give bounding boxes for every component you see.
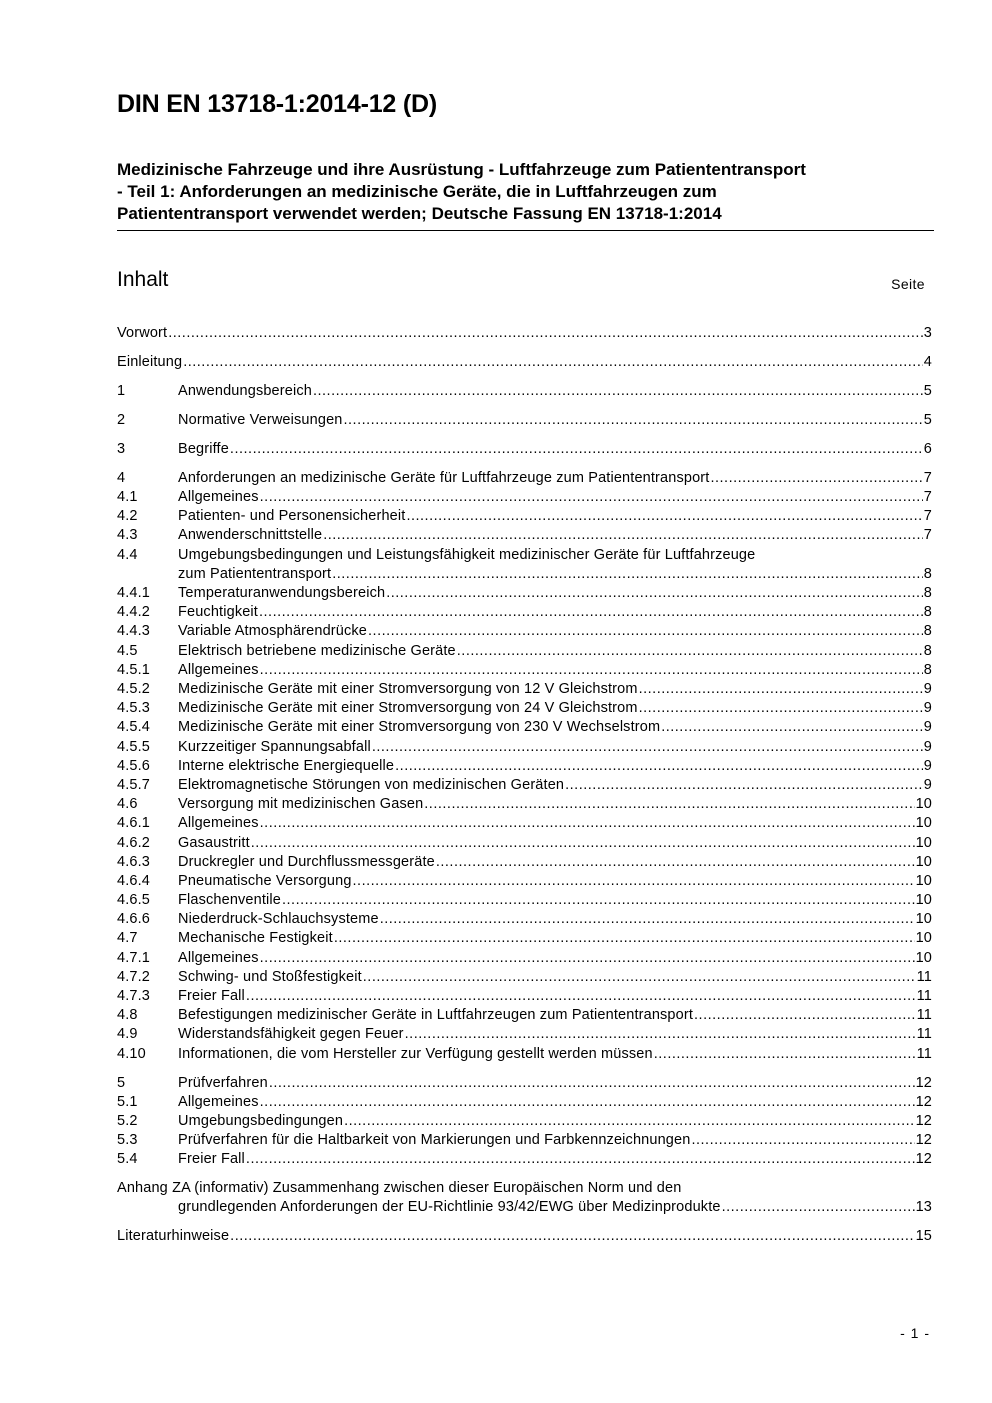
toc-entry-page: 10 (915, 834, 932, 851)
toc-entry[interactable] (117, 1112, 932, 1131)
toc-entry-title: Niederdruck-Schlauchsysteme (178, 911, 379, 928)
toc-entry-number: 4.4.3 (117, 623, 150, 640)
toc-entry-title: Elektrisch betriebene medizinische Geräte (178, 642, 456, 659)
toc-entry[interactable] (117, 622, 932, 641)
toc-entry-title: Anforderungen an medizinische Geräte für Luftfahrzeuge zum Patiententransport (178, 469, 710, 486)
toc-entry[interactable] (117, 929, 932, 948)
toc-entry-title: Temperaturanwendungsbereich (178, 585, 386, 602)
toc-entry-page: 7 (923, 508, 932, 525)
toc-entry-page: 9 (923, 738, 932, 755)
dot-leader (368, 622, 923, 641)
toc-entry-number: 5 (117, 1074, 126, 1091)
toc-entry-number: 4.6.2 (117, 834, 150, 851)
toc-entry-number: 4.4.2 (117, 604, 150, 621)
toc-entry-number: 4.5.1 (117, 661, 150, 678)
toc-entry-number: 4.5.3 (117, 700, 150, 717)
toc-entry-title: Anwendungsbereich (178, 382, 312, 399)
dot-leader (260, 949, 915, 968)
toc-entry-title: Anwenderschnittstelle (178, 527, 323, 544)
toc-entry-title: Versorgung mit medizinischen Gasen (178, 796, 424, 813)
toc-entry-title: Elektromagnetische Störungen von medizinischen Geräten (178, 776, 565, 793)
toc-entry[interactable] (117, 546, 932, 584)
dot-leader (386, 584, 923, 603)
toc-entry-number: 4.9 (117, 1026, 138, 1043)
dot-leader (639, 680, 923, 699)
toc-entry-number: 4.1 (117, 489, 138, 506)
toc-entry-number: 3 (117, 440, 126, 457)
dot-leader (353, 872, 915, 891)
toc-entry-page: 11 (916, 1026, 932, 1043)
toc-entry-page: 8 (923, 585, 932, 602)
toc-entry-title: Schwing- und Stoßfestigkeit (178, 968, 362, 985)
dot-leader (436, 853, 915, 872)
dot-leader (457, 642, 923, 661)
toc-entry-page: 11 (916, 988, 932, 1004)
toc-entry[interactable] (117, 1179, 932, 1217)
toc-entry-page: 10 (915, 872, 932, 889)
toc-entry-title: Befestigungen medizinischer Geräte in Luftfahrzeugen zum Patiententransport (178, 1007, 694, 1024)
toc-entry[interactable] (117, 795, 932, 814)
toc-entry-number: 4.6.3 (117, 853, 150, 870)
dot-leader (710, 469, 922, 488)
toc-entry[interactable] (117, 382, 932, 401)
toc-entry-title: Druckregler und Durchflussmessgeräte (178, 853, 435, 870)
toc-entry-title: Pneumatische Versorgung (178, 872, 352, 889)
toc-entry-page: 8 (923, 565, 932, 582)
toc-entry-title: Prüfverfahren (178, 1074, 268, 1091)
dot-leader (334, 929, 915, 948)
toc-entry[interactable] (117, 526, 932, 545)
toc-entry-number: 4.5.6 (117, 757, 150, 774)
dot-leader (246, 987, 916, 1006)
toc-entry-page: 10 (915, 892, 932, 909)
toc-entry-title: Allgemeines (178, 815, 259, 832)
dot-leader (722, 1198, 915, 1217)
toc-entry-page: 15 (915, 1228, 932, 1245)
toc-entry-page: 11 (916, 968, 932, 985)
toc-entry[interactable] (117, 324, 932, 343)
subtitle-line: - Teil 1: Anforderungen an medizinische Geräte, die in Luftfahrzeugen zum (117, 182, 717, 201)
dot-leader (323, 526, 923, 545)
toc-entry-title: Allgemeines (178, 661, 259, 678)
toc-entry-page: 10 (915, 911, 932, 928)
dot-leader (661, 718, 923, 737)
toc-entry-page: 10 (915, 796, 932, 813)
toc-entry-title: Prüfverfahren für die Haltbarkeit von Markierungen und Farbkennzeichnungen (178, 1132, 691, 1149)
toc-entry[interactable] (117, 411, 932, 430)
dot-leader (405, 1025, 916, 1044)
toc-entry-title: Vorwort (117, 325, 168, 341)
toc-entry-title: Kurzzeitiger Spannungsabfall (178, 738, 371, 755)
toc-entry-title: Flaschenventile (178, 892, 281, 909)
toc-heading: Inhalt (117, 268, 169, 291)
toc-entry-number: 4.5.5 (117, 738, 150, 755)
toc-entry-title: Einleitung (117, 353, 183, 370)
toc-entry-number: 2 (117, 411, 126, 428)
table-of-contents (117, 324, 932, 1247)
toc-entry-title: Widerstandsfähigkeit gegen Feuer (178, 1026, 404, 1043)
toc-entry-number: 4.10 (117, 1045, 146, 1062)
dot-leader (260, 814, 915, 833)
dot-leader (372, 738, 923, 757)
dot-leader (332, 565, 923, 584)
toc-entry-number: 4 (117, 469, 126, 486)
document-title: DIN EN 13718-1:2014-12 (D) (117, 90, 437, 118)
toc-entry-number: 4.6.4 (117, 872, 150, 889)
toc-entry[interactable] (117, 1131, 932, 1150)
toc-entry-page: 5 (923, 382, 932, 399)
toc-entry-title: Mechanische Festigkeit (178, 930, 333, 947)
toc-entry-page: 4 (923, 353, 932, 370)
toc-entry-number: 4.5 (117, 642, 138, 659)
toc-entry-page: 10 (915, 930, 932, 947)
toc-entry-number: 4.4.1 (117, 585, 150, 602)
toc-entry-title: Gasaustritt (178, 834, 250, 851)
toc-entry[interactable] (117, 584, 932, 603)
toc-entry[interactable] (117, 738, 932, 757)
toc-entry[interactable] (117, 1150, 932, 1169)
toc-entry-page: 8 (923, 642, 932, 659)
toc-entry-title: Feuchtigkeit (178, 604, 258, 621)
toc-entry[interactable] (117, 968, 932, 987)
dot-leader (380, 910, 915, 929)
toc-entry[interactable] (117, 488, 932, 507)
toc-entry-page: 12 (915, 1132, 932, 1149)
dot-leader (424, 795, 914, 814)
toc-entry[interactable] (117, 891, 932, 910)
toc-entry[interactable] (117, 603, 932, 622)
toc-entry[interactable] (117, 776, 932, 795)
toc-entry-page: 10 (915, 949, 932, 966)
toc-entry[interactable] (117, 440, 932, 459)
toc-entry-number: 4.5.2 (117, 681, 150, 697)
toc-entry-title: Freier Fall (178, 988, 245, 1004)
dot-leader (639, 699, 923, 718)
toc-entry-page: 10 (915, 815, 932, 832)
toc-entry-title: Literaturhinweise (117, 1228, 230, 1245)
toc-entry[interactable] (117, 853, 932, 872)
toc-entry-page: 7 (923, 527, 932, 544)
dot-leader (260, 1093, 915, 1112)
toc-entry-number: 4.4 (117, 546, 138, 563)
toc-entry-page: 9 (923, 681, 932, 697)
dot-leader (654, 1045, 916, 1064)
toc-entry-page: 9 (923, 757, 932, 774)
toc-entry-title: Allgemeines (178, 949, 259, 966)
toc-entry-title: Patienten- und Personensicherheit (178, 508, 406, 525)
dot-leader (246, 1150, 915, 1169)
toc-entry[interactable] (117, 1045, 932, 1064)
toc-entry-number: 4.6.1 (117, 815, 150, 832)
toc-entry-page: 6 (923, 440, 932, 457)
toc-entry[interactable] (117, 987, 932, 1006)
toc-entry[interactable] (117, 834, 932, 853)
toc-entry[interactable] (117, 661, 932, 680)
toc-entry[interactable] (117, 699, 932, 718)
toc-entry-number: 4.8 (117, 1007, 138, 1024)
toc-entry-page: 8 (923, 604, 932, 621)
toc-entry-page: 12 (915, 1093, 932, 1110)
toc-entry-number: 5.4 (117, 1151, 138, 1168)
toc-entry[interactable] (117, 814, 932, 833)
toc-entry-page: 9 (923, 700, 932, 717)
toc-entry-number: 1 (117, 382, 126, 399)
toc-entry-page: 13 (915, 1199, 932, 1216)
toc-entry[interactable] (117, 872, 932, 891)
toc-entry[interactable] (117, 1227, 932, 1246)
toc-entry-page: 8 (923, 661, 932, 678)
toc-entry[interactable] (117, 642, 932, 661)
toc-entry-title: Allgemeines (178, 489, 259, 506)
toc-entry-number: 4.6.6 (117, 911, 150, 928)
toc-entry-title: Medizinische Geräte mit einer Stromversorgung von 12 V Gleichstrom (178, 681, 638, 697)
subtitle-line: Patiententransport verwendet werden; Deutsche Fassung EN 13718-1:2014 (117, 204, 722, 223)
dot-leader (406, 507, 922, 526)
dot-leader (230, 440, 923, 459)
toc-entry-number: 5.1 (117, 1093, 138, 1110)
toc-entry-page: 7 (923, 469, 932, 486)
toc-entry-page: 12 (915, 1112, 932, 1129)
toc-entry[interactable] (117, 469, 932, 488)
toc-entry-number: 4.7.1 (117, 949, 150, 966)
toc-entry-title: Allgemeines (178, 1093, 259, 1110)
toc-entry-title: Normative Verweisungen (178, 411, 343, 428)
toc-entry-page: 8 (923, 623, 932, 640)
subtitle-line: Medizinische Fahrzeuge und ihre Ausrüstung - Luftfahrzeuge zum Patiententransport (117, 160, 806, 179)
toc-entry[interactable] (117, 353, 932, 372)
toc-entry-page: 12 (915, 1074, 932, 1091)
toc-entry-number: 4.7 (117, 930, 138, 947)
dot-leader (282, 891, 915, 910)
toc-entry-number: 4.7.3 (117, 988, 150, 1004)
toc-entry-number: 4.6 (117, 796, 138, 813)
toc-entry-number: 5.3 (117, 1132, 138, 1149)
toc-entry[interactable] (117, 507, 932, 526)
toc-entry-number: 4.5.4 (117, 719, 150, 736)
toc-entry-number: 4.6.5 (117, 892, 150, 909)
toc-entry-page: 9 (923, 776, 932, 793)
dot-leader (363, 968, 916, 987)
toc-entry-number: 4.3 (117, 527, 138, 544)
toc-entry-title: Umgebungsbedingungen und Leistungsfähigkeit medizinischer Geräte für Luftfahrzeuge (178, 546, 756, 563)
document-subtitle (117, 159, 934, 231)
toc-entry-number: 5.2 (117, 1112, 138, 1129)
toc-entry[interactable] (117, 718, 932, 737)
dot-leader (694, 1006, 916, 1025)
toc-entry-title: Umgebungsbedingungen (178, 1112, 344, 1129)
toc-entry-page: 3 (923, 325, 932, 341)
toc-entry-title: Medizinische Geräte mit einer Stromversorgung von 24 V Gleichstrom (178, 700, 638, 717)
toc-entry[interactable] (117, 1006, 932, 1025)
toc-entry-page: 5 (923, 411, 932, 428)
toc-entry[interactable] (117, 1074, 932, 1093)
dot-leader (183, 353, 923, 372)
toc-entry-title: grundlegenden Anforderungen der EU-Richtlinie 93/42/EWG über Medizinprodukte (178, 1199, 721, 1216)
toc-entry-title: Medizinische Geräte mit einer Stromversorgung von 230 V Wechselstrom (178, 719, 661, 736)
dot-leader (344, 411, 923, 430)
dot-leader (344, 1112, 915, 1131)
toc-entry-page: 10 (915, 853, 932, 870)
dot-leader (395, 757, 923, 776)
toc-entry-page: 11 (916, 1045, 932, 1062)
toc-page-label: Seite (891, 276, 925, 292)
dot-leader (168, 324, 923, 343)
toc-entry-page: 11 (916, 1007, 932, 1024)
page-number: - 1 - (900, 1325, 930, 1341)
toc-entry-title: Interne elektrische Energiequelle (178, 757, 395, 774)
toc-entry[interactable] (117, 1025, 932, 1044)
toc-entry-number: 4.2 (117, 508, 138, 525)
dot-leader (259, 603, 923, 622)
dot-leader (565, 776, 923, 795)
toc-entry-page: 7 (923, 489, 932, 506)
dot-leader (230, 1227, 914, 1246)
dot-leader (691, 1131, 914, 1150)
dot-leader (313, 382, 923, 401)
toc-entry-number: 4.7.2 (117, 968, 150, 985)
dot-leader (269, 1074, 915, 1093)
toc-entry-title: Informationen, die vom Hersteller zur Verfügung gestellt werden müssen (178, 1045, 653, 1062)
toc-entry[interactable] (117, 757, 932, 776)
dot-leader (251, 834, 915, 853)
toc-entry-page: 12 (915, 1151, 932, 1168)
toc-entry-title: Freier Fall (178, 1151, 245, 1168)
toc-entry-title: Anhang ZA (informativ) Zusammenhang zwischen dieser Europäischen Norm und den (117, 1180, 682, 1197)
toc-entry-page: 9 (923, 719, 932, 736)
toc-entry-title: Variable Atmosphärendrücke (178, 623, 368, 640)
toc-entry[interactable] (117, 910, 932, 929)
toc-entry[interactable] (117, 949, 932, 968)
toc-entry[interactable] (117, 1093, 932, 1112)
dot-leader (260, 488, 923, 507)
toc-entry-title: zum Patiententransport (178, 565, 332, 582)
toc-entry-number: 4.5.7 (117, 776, 150, 793)
toc-entry[interactable] (117, 680, 932, 699)
toc-entry-title: Begriffe (178, 440, 229, 457)
dot-leader (260, 661, 923, 680)
